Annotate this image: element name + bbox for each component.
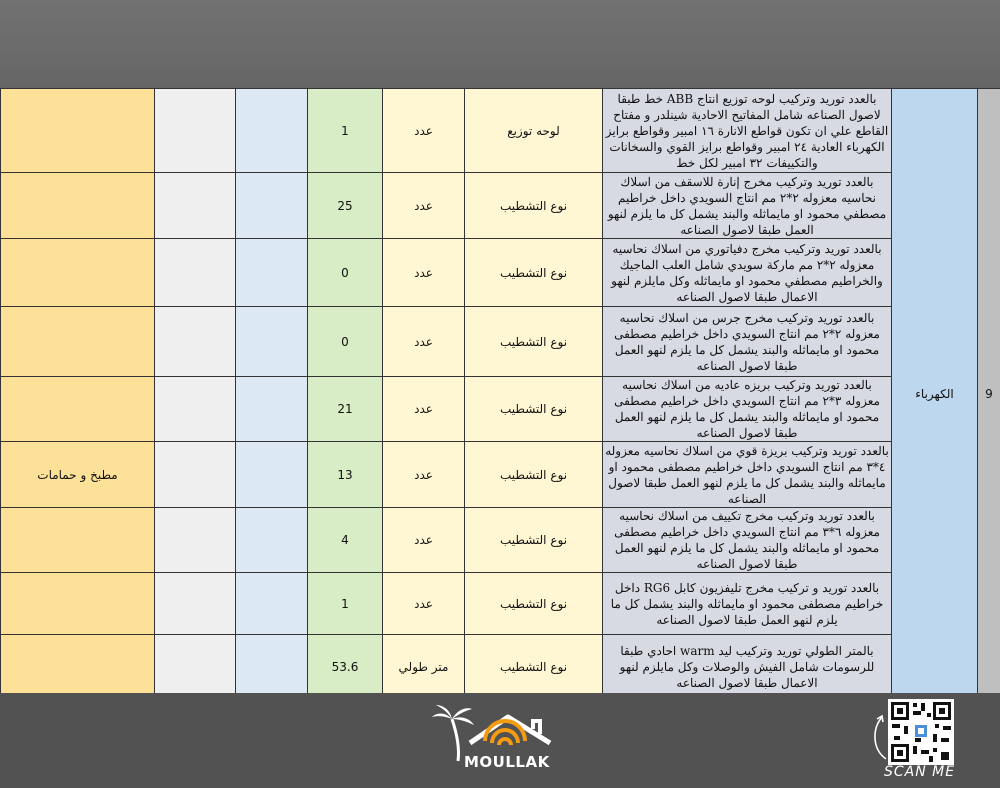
quantity-cell: 0 [308,239,383,307]
table-row [1,239,1000,307]
moullak-logo[interactable] [430,701,570,776]
table-row [1,377,1000,442]
unit-cell: عدد [383,573,465,635]
unit-cell: عدد [383,377,465,442]
boq-table-body [1,89,1000,700]
finish-type-cell: نوع التشطيب [465,635,603,700]
top-band [0,0,1000,88]
empty-cell [236,442,308,508]
table-row [1,173,1000,239]
table-row [1,307,1000,377]
quantity-cell: 25 [308,173,383,239]
unit-cell: متر طولي [383,635,465,700]
boq-page [0,88,1000,693]
empty-cell [155,377,236,442]
unit-cell: عدد [383,89,465,173]
location-cell [1,173,155,239]
finish-type-cell: نوع التشطيب [465,307,603,377]
location-cell [1,635,155,700]
item-number-cell: 9 [978,89,1000,700]
finish-type-cell: نوع التشطيب [465,442,603,508]
location-cell [1,239,155,307]
table-row [1,573,1000,635]
quantity-cell: 21 [308,377,383,442]
empty-cell [155,635,236,700]
boq-table [0,88,1000,700]
qr-pattern [888,699,954,765]
empty-cell [155,442,236,508]
empty-cell [236,635,308,700]
empty-cell [236,239,308,307]
location-cell [1,508,155,573]
location-cell [1,377,155,442]
finish-type-cell: نوع التشطيب [465,508,603,573]
quantity-cell: 1 [308,89,383,173]
description-cell: بالمتر الطولي توريد وتركيب ليد warm احادي طبقا للرسومات شامل الفيش والوصلات وكل مايلزم لنهو الاعمال طبقا لاصول الصناعه [603,635,892,700]
location-cell [1,573,155,635]
empty-cell [155,573,236,635]
qr-code-icon[interactable] [888,699,954,765]
empty-cell [155,89,236,173]
empty-cell [155,508,236,573]
description-cell: بالعدد توريد وتركيب مخرج تكييف من اسلاك نحاسيه معزوله ٦*٣ مم انتاج السويدي داخل خراطيم مصطفى محمود او مايماثله والبند يشمل كل ما يلزم لنهو العمل طبقا لاصول الصناعه [603,508,892,573]
table-row [1,508,1000,573]
empty-cell [155,173,236,239]
logo-text: MOULLAK [464,753,550,771]
quantity-cell: 13 [308,442,383,508]
finish-type-cell: لوحه توزيع [465,89,603,173]
location-cell [1,307,155,377]
description-cell: بالعدد توريد وتركيب بريزة قوي من اسلاك نحاسيه معزوله ٤*٣ مم انتاج السويدي داخل خراطيم مصطفى محمود او مايماثله والبند يشمل كل ما يلزم لنهو العمل طبقا لاصول الصناعه [603,442,892,508]
description-cell: بالعدد توريد و تركيب مخرج تليفزيون كابل RG6 داخل خراطيم مصطفى محمود او مايماثله والبند يشمل كل ما يلزم لنهو العمل طبقا لاصول الصناعه [603,573,892,635]
table-row [1,442,1000,508]
quantity-cell: 4 [308,508,383,573]
scan-me-label: SCAN ME [884,764,956,780]
table-row [1,635,1000,700]
empty-cell [236,377,308,442]
unit-cell: عدد [383,442,465,508]
location-cell [1,89,155,173]
empty-cell [236,508,308,573]
description-cell: بالعدد توريد وتركيب بريزه عاديه من اسلاك نحاسيه معزوله ٣*٢ مم انتاج السويدي داخل خراطيم مصطفى محمود او مايماثله والبند يشمل كل ما يلزم لنهو العمل طبقا لاصول الصناعه [603,377,892,442]
description-cell: بالعدد توريد وتركيب مخرج إنارة للاسقف من اسلاك نحاسيه معزوله ٢*٢ مم انتاج السويدي داخل خراطيم مصطفي محمود او مايماثله والبند يشمل كل ما يلزم لنهو العمل طبقا لاصول الصناعه [603,173,892,239]
description-cell: بالعدد توريد وتركيب مخرج جرس من اسلاك نحاسيه معزوله ٢*٢ مم انتاج السويدي داخل خراطيم مصطفى محمود او مايماثله والبند يشمل كل ما يلزم لنهو العمل طبقا لاصول الصناعه [603,307,892,377]
empty-cell [236,573,308,635]
description-cell: بالعدد توريد وتركيب لوحه توزيع انتاج ABB خط طبقا لاصول الصناعه شامل المفاتيح الاحادية شينلدر و مفتاح القاطع علي ان تكون قواطع الانارة ١٦ امبير وقواطع برايز الكهرباء العادية ٢٤ امبير وقواطع برايز القوي والسخانات والتكييفات ٣٢ امبير لكل خط [603,89,892,173]
finish-type-cell: نوع التشطيب [465,573,603,635]
footer [0,693,1000,788]
finish-type-cell: نوع التشطيب [465,377,603,442]
unit-cell: عدد [383,239,465,307]
unit-cell: عدد [383,508,465,573]
finish-type-cell: نوع التشطيب [465,173,603,239]
empty-cell [236,89,308,173]
quantity-cell: 53.6 [308,635,383,700]
unit-cell: عدد [383,307,465,377]
finish-type-cell: نوع التشطيب [465,239,603,307]
empty-cell [155,307,236,377]
category-cell: الكهرباء [892,89,978,700]
unit-cell: عدد [383,173,465,239]
empty-cell [236,173,308,239]
quantity-cell: 1 [308,573,383,635]
empty-cell [236,307,308,377]
description-cell: بالعدد توريد وتركيب مخرج دفياتوري من اسلاك نحاسيه معزوله ٢*٢ مم ماركة سويدي شامل العلب الماجيك والخراطيم مصطفي محمود او مايماثله وكل مايلزم لنهو الاعمال طبقا لاصول الصناعه [603,239,892,307]
table-row [1,89,1000,173]
location-cell: مطبخ و حمامات [1,442,155,508]
empty-cell [155,239,236,307]
quantity-cell: 0 [308,307,383,377]
